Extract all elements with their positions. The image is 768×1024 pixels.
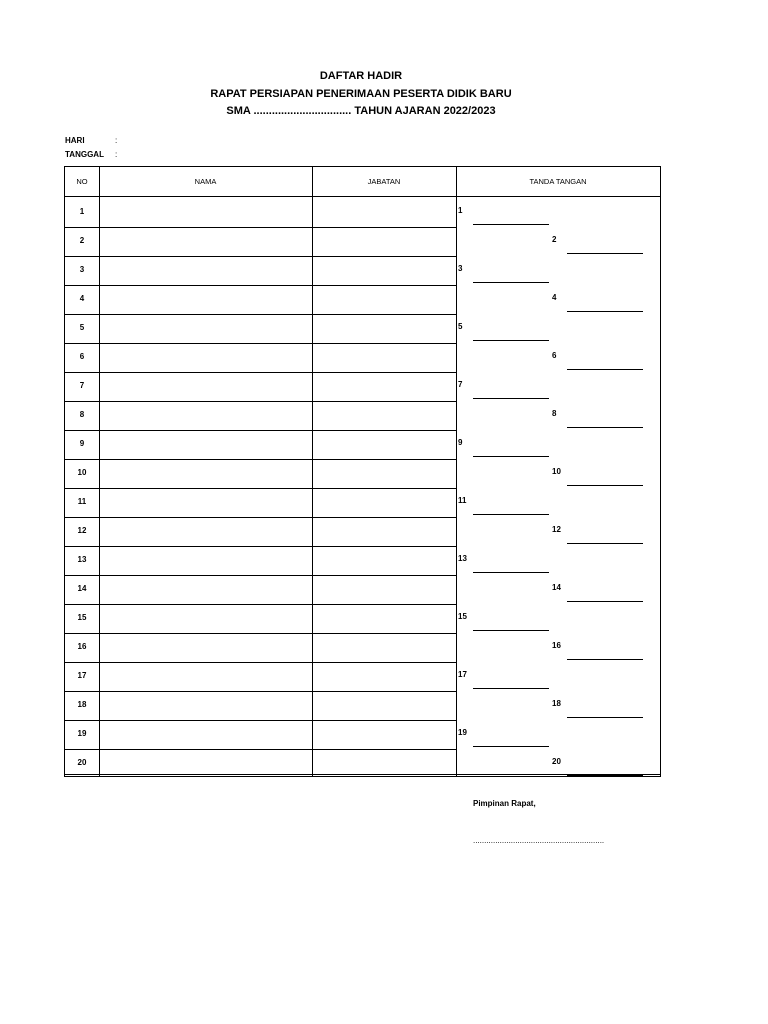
row-divider bbox=[65, 575, 456, 576]
leader-label: Pimpinan Rapat, bbox=[473, 799, 536, 808]
row-divider bbox=[65, 662, 456, 663]
signature-number: 13 bbox=[458, 554, 467, 563]
row-divider bbox=[65, 720, 456, 721]
signature-number: 2 bbox=[552, 235, 557, 244]
row-number: 9 bbox=[79, 439, 85, 448]
signature-line[interactable] bbox=[473, 572, 549, 573]
signature-line[interactable] bbox=[473, 224, 549, 225]
row-number: 8 bbox=[79, 410, 85, 419]
leader-signature-line: ........................................................... bbox=[473, 836, 605, 845]
row-divider bbox=[65, 517, 456, 518]
row-number: 13 bbox=[77, 555, 87, 564]
signature-line[interactable] bbox=[473, 630, 549, 631]
signature-number: 16 bbox=[552, 641, 561, 650]
row-number: 12 bbox=[77, 526, 87, 535]
signature-number: 14 bbox=[552, 583, 561, 592]
column-header-nama: NAMA bbox=[194, 177, 217, 186]
school-year-line: SMA ................................ TAHUN AJARAN 2022/2023 bbox=[226, 105, 496, 117]
signature-number: 19 bbox=[458, 728, 467, 737]
row-number: 16 bbox=[77, 642, 87, 651]
row-number: 3 bbox=[79, 265, 85, 274]
row-divider bbox=[65, 459, 456, 460]
row-number: 4 bbox=[79, 294, 85, 303]
row-divider bbox=[65, 488, 456, 489]
row-number: 2 bbox=[79, 236, 85, 245]
date-label: TANGGAL bbox=[65, 150, 104, 159]
signature-number: 20 bbox=[552, 757, 561, 766]
row-number: 1 bbox=[79, 207, 85, 216]
column-header-tanda-tangan: TANDA TANGAN bbox=[529, 177, 587, 186]
row-number: 18 bbox=[77, 700, 87, 709]
column-divider bbox=[99, 167, 100, 776]
row-divider bbox=[65, 285, 456, 286]
signature-line[interactable] bbox=[567, 253, 643, 254]
signature-number: 4 bbox=[552, 293, 557, 302]
row-number: 11 bbox=[77, 497, 87, 506]
row-number: 10 bbox=[77, 468, 87, 477]
signature-number: 7 bbox=[458, 380, 463, 389]
signature-number: 17 bbox=[458, 670, 467, 679]
signature-number: 6 bbox=[552, 351, 557, 360]
date-field bbox=[65, 150, 117, 159]
signature-line[interactable] bbox=[473, 340, 549, 341]
signature-line[interactable] bbox=[473, 514, 549, 515]
row-number: 7 bbox=[79, 381, 85, 390]
signature-line[interactable] bbox=[567, 659, 643, 660]
row-divider bbox=[65, 604, 456, 605]
signature-line[interactable] bbox=[473, 282, 549, 283]
row-divider bbox=[65, 256, 456, 257]
row-divider bbox=[65, 430, 456, 431]
attendance-table bbox=[64, 166, 661, 777]
date-colon: : bbox=[115, 150, 118, 159]
document-title: DAFTAR HADIR bbox=[319, 70, 403, 82]
column-header-no: NO bbox=[76, 177, 88, 186]
row-divider bbox=[65, 343, 456, 344]
signature-number: 18 bbox=[552, 699, 561, 708]
row-number: 19 bbox=[77, 729, 87, 738]
signature-line[interactable] bbox=[567, 427, 643, 428]
document-subtitle: RAPAT PERSIAPAN PENERIMAAN PESERTA DIDIK BARU bbox=[210, 88, 512, 100]
row-divider bbox=[65, 546, 456, 547]
day-field bbox=[65, 136, 117, 145]
row-divider bbox=[65, 749, 456, 750]
row-divider bbox=[65, 227, 456, 228]
header-rule bbox=[65, 196, 660, 197]
signature-line[interactable] bbox=[567, 601, 643, 602]
signature-line[interactable] bbox=[473, 398, 549, 399]
signature-line[interactable] bbox=[473, 688, 549, 689]
signature-number: 5 bbox=[458, 322, 463, 331]
day-label: HARI bbox=[65, 136, 85, 145]
table-bottom-rule bbox=[64, 774, 661, 775]
signature-number: 1 bbox=[458, 206, 463, 215]
row-number: 15 bbox=[77, 613, 87, 622]
signature-number: 10 bbox=[552, 467, 561, 476]
signature-line[interactable] bbox=[473, 456, 549, 457]
row-number: 20 bbox=[77, 758, 87, 767]
signature-line[interactable] bbox=[567, 775, 643, 776]
row-divider bbox=[65, 691, 456, 692]
signature-line[interactable] bbox=[567, 369, 643, 370]
signature-number: 8 bbox=[552, 409, 557, 418]
signature-number: 12 bbox=[552, 525, 561, 534]
day-colon: : bbox=[115, 136, 118, 145]
row-number: 6 bbox=[79, 352, 85, 361]
row-number: 5 bbox=[79, 323, 85, 332]
row-number: 17 bbox=[77, 671, 87, 680]
column-divider bbox=[456, 167, 457, 776]
signature-line[interactable] bbox=[567, 311, 643, 312]
row-divider bbox=[65, 633, 456, 634]
signature-number: 15 bbox=[458, 612, 467, 621]
row-divider bbox=[65, 314, 456, 315]
row-number: 14 bbox=[77, 584, 87, 593]
column-header-jabatan: JABATAN bbox=[367, 177, 401, 186]
signature-line[interactable] bbox=[473, 746, 549, 747]
signature-line[interactable] bbox=[567, 717, 643, 718]
signature-number: 3 bbox=[458, 264, 463, 273]
column-divider bbox=[312, 167, 313, 776]
signature-number: 11 bbox=[458, 496, 467, 505]
row-divider bbox=[65, 401, 456, 402]
signature-line[interactable] bbox=[567, 543, 643, 544]
signature-line[interactable] bbox=[567, 485, 643, 486]
row-divider bbox=[65, 372, 456, 373]
signature-number: 9 bbox=[458, 438, 463, 447]
